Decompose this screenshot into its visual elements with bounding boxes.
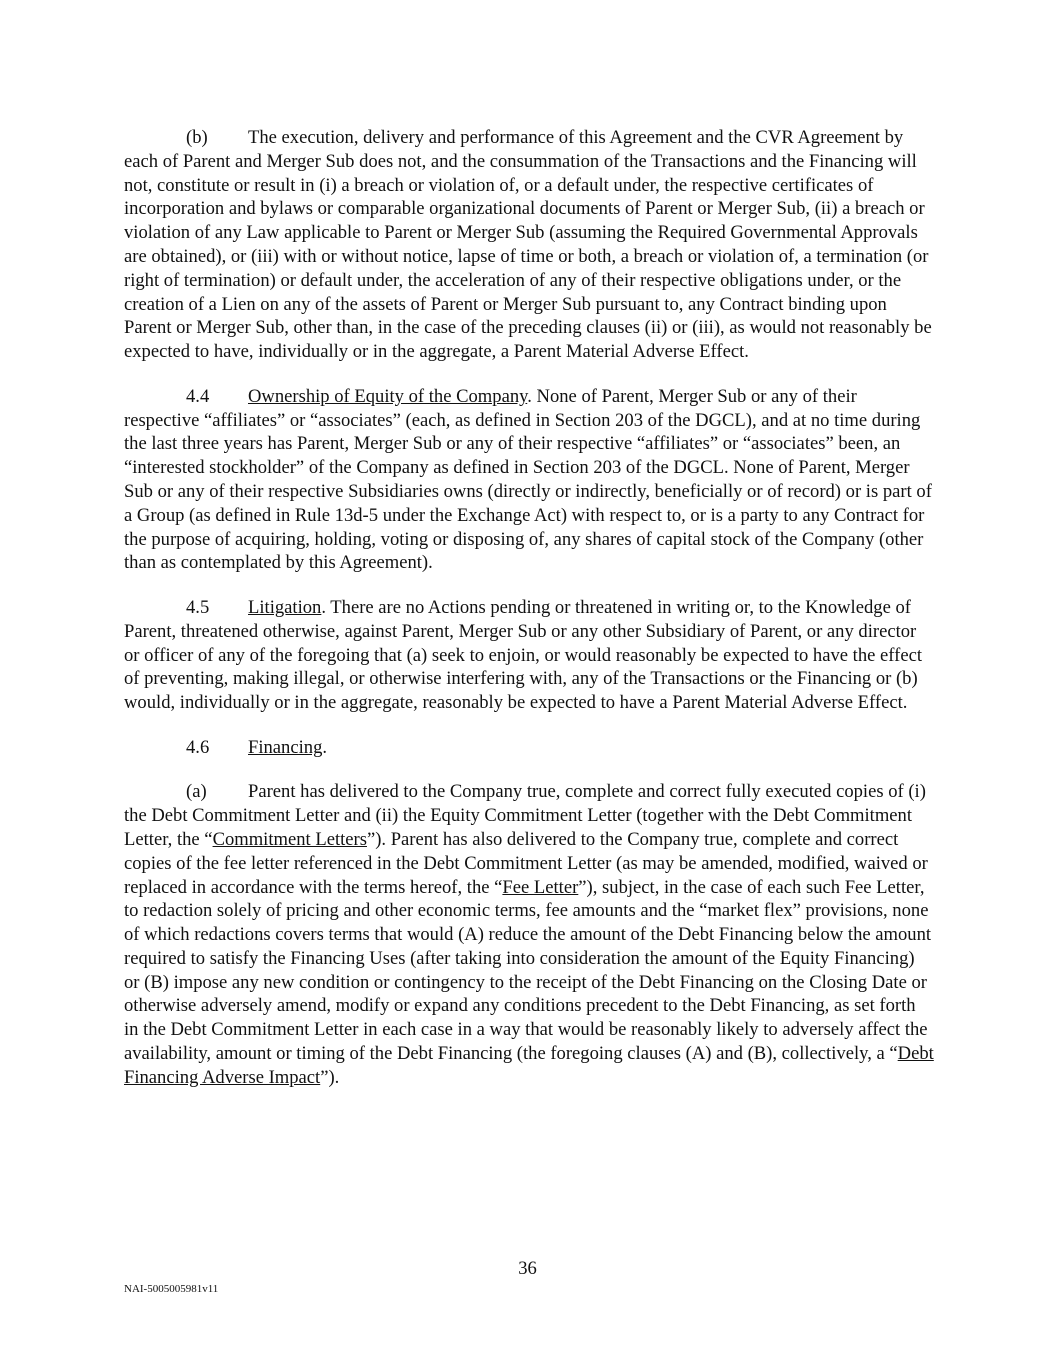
section-heading: Litigation — [248, 596, 322, 618]
defined-term-fee-letter: Fee Letter — [502, 876, 579, 898]
section-heading: Ownership of Equity of the Company — [248, 385, 528, 407]
defined-term-commitment-letters: Commitment Letters — [212, 828, 367, 850]
paragraph-text-1: Parent has delivered to the Company true, complete and correct fully executed copies of (i) the Debt Commitment Letter and (ii) the Equity Commitment Letter (together with the Debt Commitment Letter, the “ — [124, 781, 926, 850]
section-number: 4.6 — [186, 736, 210, 758]
paragraph-label: (b) — [186, 127, 208, 148]
paragraph-4-6-a — [124, 780, 934, 1089]
section-text: . None of Parent, Merger Sub or any of their respective “affiliates” or “associates” (each, as defined in Section 203 of the DGCL), and at no time during the last three years has Parent, Merger Sub or any of their respective “affiliates” or “associates” been, an “interested stockholder” of the Company as defined in Section 203 of the DGCL. None of Parent, Merger Sub or any of their respective Subsidiaries owns (directly or indirectly, beneficially or of record) or is part of a Group (as defined in Rule 13d-5 under the Exchange Act) with respect to, or is a party to any Contract for the purpose of acquiring, holding, voting or disposing of, any shares of capital stock of the Company (other than as contemplated by this Agreement). — [124, 385, 932, 574]
section-4-5 — [124, 596, 934, 715]
paragraph-text: The execution, delivery and performance of this Agreement and the CVR Agreement by each of Parent and Merger Sub does not, and the consummation of the Transactions and the Financing will not, constitute or result in (i) a breach or violation of, or a default under, the respective certificates of incorporation and bylaws or comparable organizational documents of Parent or Merger Sub, (ii) a breach or violation of any Law applicable to Parent or Merger Sub (assuming the Required Governmental Approvals are obtained), or (iii) with or without notice, lapse of time or both, a breach or violation of, a termination (or right of termination) or default under, the acceleration of any of their respective obligations under, or the creation of a Lien on any of the assets of Parent or Merger Sub pursuant to, any Contract binding upon Parent or Merger Sub, other than, in the case of the preceding clauses (ii) or (iii), as would not reasonably be expected to have, individually or in the aggregate, a Parent Material Adverse Effect. — [124, 127, 932, 363]
section-text: . There are no Actions pending or threatened in writing or, to the Knowledge of Parent, threatened otherwise, against Parent, Merger Sub or any other Subsidiary of Parent, or any director or officer of any of the foregoing that (a) seek to enjoin, or would reasonably be expected to have the effect of preventing, making illegal, or otherwise interfering with, any of the Transactions or the Financing or (b) would, individually or in the aggregate, reasonably be expected to have a Parent Material Adverse Effect. — [124, 596, 923, 714]
section-heading: Financing — [248, 736, 323, 758]
paragraph-text-2: ”). Parent has also delivered to the Company true, complete and correct copies of the fee letter referenced in the Debt Commitment Letter (as may be amended, modified, waived or replaced in accordance with the terms hereof, the “ — [124, 828, 928, 898]
section-number: 4.5 — [186, 596, 210, 618]
section-4-6 — [124, 736, 934, 760]
paragraph-label: (a) — [186, 781, 207, 803]
section-text: . — [322, 736, 328, 758]
defined-term-debt-financing-adverse-impact: Debt Financing Adverse Impact — [124, 1043, 934, 1088]
page-number: 36 — [518, 1258, 537, 1279]
document-page — [124, 126, 934, 1110]
paragraph-text-4: ”). — [320, 1066, 340, 1088]
document-id: NAI-5005005981v11 — [124, 1283, 219, 1295]
section-4-4 — [124, 385, 934, 575]
paragraph-text-3: ”), subject, in the case of each such Fee Letter, to redaction solely of pricing and other economic terms, fee amounts and the “market flex” provisions, none of which redactions covers terms that would (A) reduce the amount of the Debt Financing below the amount required to satisfy the Financing Uses (after taking into consideration the amount of the Equity Financing) or (B) impose any new condition or contingency to the receipt of the Debt Financing on the Closing Date or otherwise adversely amend, modify or expand any conditions precedent to the Debt Financing, as set forth in the Debt Commitment Letter in each case in a way that would be reasonably likely to adversely affect the availability, amount or timing of the Debt Financing (the foregoing clauses (A) and (B), collectively, a “ — [124, 876, 932, 1065]
paragraph-b — [124, 126, 934, 364]
section-number: 4.4 — [186, 385, 210, 407]
